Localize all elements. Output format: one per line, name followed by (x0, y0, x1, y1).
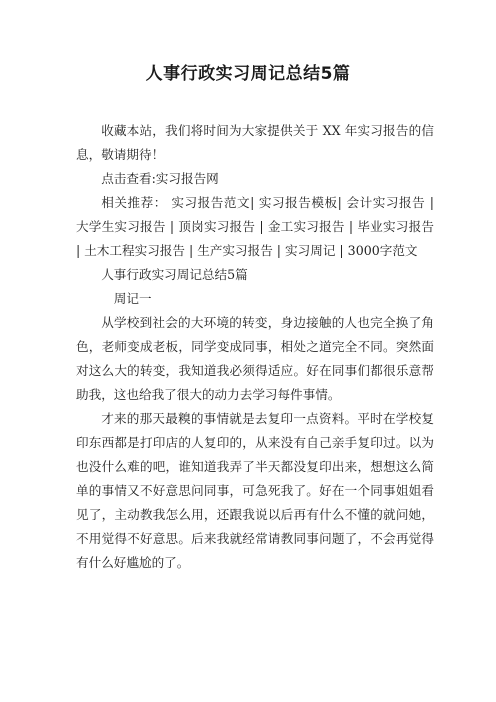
subtitle-paragraph: 人事行政实习周记总结5篇 (101, 267, 248, 282)
document-body (76, 119, 434, 575)
body-paragraph: 从学校到社会的大环境的转变，身边接触的人也完全换了角色，老师变成老板，同学变成同事，相处之道完全不同。突然面对这么大的转变，我知道我必须得适应。好在同事们都很乐意帮助我，这也给我了很大的动力去学习每件事情。 (76, 315, 434, 402)
related-paragraph: 相关推荐： 实习报告范文| 实习报告模板| 会计实习报告 | 大学生实习报告 | 顶岗实习报告 | 金工实习报告 | 毕业实习报告 | 土木工程实习报告 | 生产实习报告 | 实习周记 | 3000字范文 (76, 195, 434, 258)
intro-paragraph: 收藏本站，我们将时间为大家提供关于 XX 年实习报告的信息，敬请期待！ (76, 123, 434, 162)
section-heading: 周记一 (113, 291, 152, 306)
document-title: 人事行政实习周记总结5篇 (145, 64, 351, 84)
link-paragraph: 点击查看:实习报告网 (101, 171, 219, 186)
body-paragraph: 才来的那天最糗的事情就是去复印一点资料。平时在学校复印东西都是打印店的人复印的，从来没有自己亲手复印过。以为也没什么难的吧，谁知道我弄了半天都没复印出来，想想这么简单的事情又不好意思问同事，可急死我了。好在一个同事姐姐看见了，主动教我怎么用，还跟我说以后再有什么不懂的就问她，不用觉得不好意思。后来我就经常请教同事问题了，不会再觉得有什么好尴尬的了。 (76, 411, 434, 570)
